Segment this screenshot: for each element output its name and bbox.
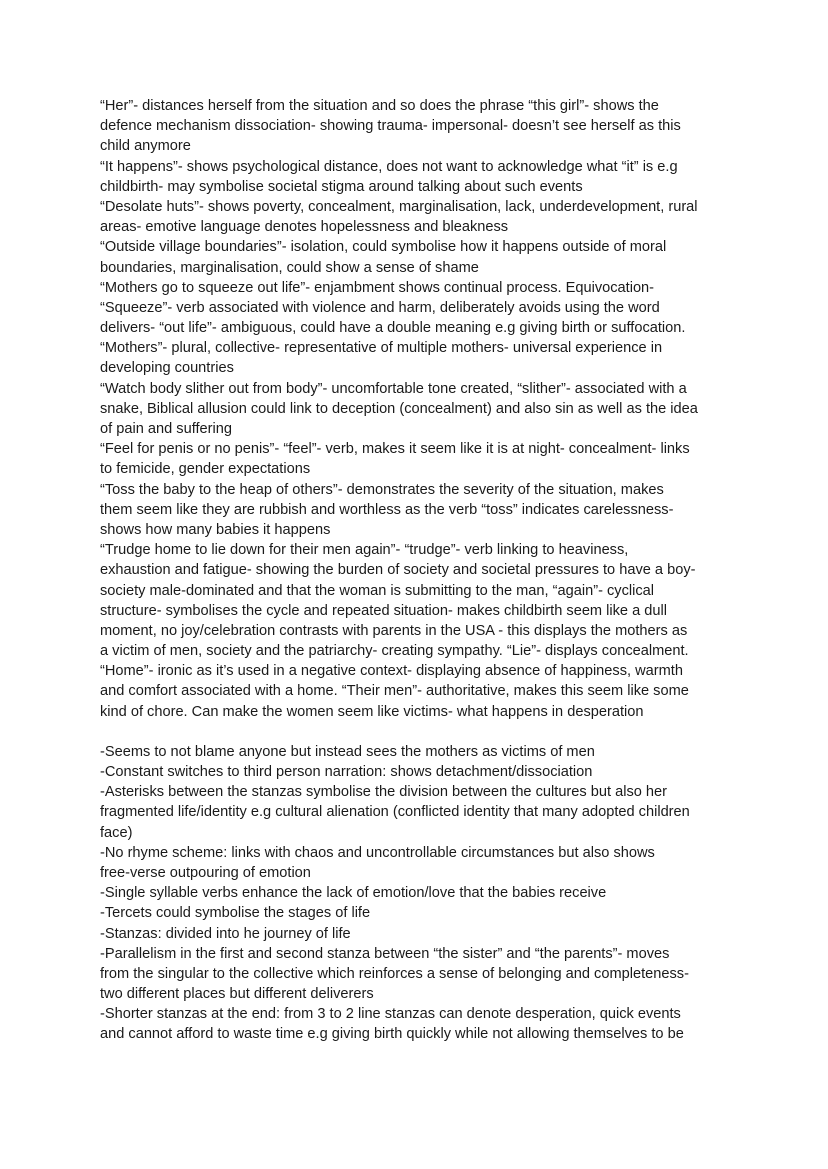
text-line: delivers- “out life”- ambiguous, could have a double meaning e.g giving birth or suffocation. — [100, 320, 686, 337]
text-line: childbirth- may symbolise societal stigma around talking about such events — [100, 178, 583, 195]
text-line: them seem like they are rubbish and worthless as the verb “toss” indicates carelessness- — [100, 501, 674, 518]
text-line: shows how many babies it happens — [100, 521, 331, 538]
structure-notes-section — [100, 742, 740, 1045]
text-line: -Shorter stanzas at the end: from 3 to 2 line stanzas can denote desperation, quick events — [100, 1006, 681, 1023]
text-line: face) — [100, 824, 133, 841]
analysis-paragraph — [100, 540, 740, 722]
text-line: “Squeeze”- verb associated with violence and harm, deliberately avoids using the word — [100, 299, 660, 316]
text-line: -Constant switches to third person narration: shows detachment/dissociation — [100, 764, 593, 780]
text-line: boundaries, marginalisation, could show a sense of shame — [100, 259, 479, 276]
text-line: fragmented life/identity e.g cultural alienation (conflicted identity that many adopted children — [100, 804, 690, 821]
bullet-point — [100, 924, 740, 944]
bullet-point — [100, 944, 740, 1005]
text-line: “It happens”- shows psychological distance, does not want to acknowledge what “it” is e.g — [100, 158, 678, 175]
bullet-point — [100, 1004, 740, 1044]
text-line: “Her”- distances herself from the situation and so does the phrase “this girl”- shows the — [100, 98, 659, 114]
text-line: to femicide, gender expectations — [100, 461, 311, 478]
analysis-paragraph — [100, 96, 740, 157]
text-line: developing countries — [100, 360, 234, 377]
bullet-point — [100, 742, 740, 762]
text-line: kind of chore. Can make the women seem like victims- what happens in desperation — [100, 703, 644, 720]
text-line: from the singular to the collective which reinforces a sense of belonging and completeness- — [100, 965, 689, 982]
analysis-paragraph — [100, 237, 740, 277]
bullet-point — [100, 762, 740, 782]
analysis-paragraph — [100, 157, 740, 197]
text-line: free-verse outpouring of emotion — [100, 864, 311, 881]
text-line: society male-dominated and that the woman is submitting to the man, “again”- cyclical — [100, 582, 655, 599]
text-line: “Watch body slither out from body”- uncomfortable tone created, “slither”- associated with a — [100, 380, 687, 397]
text-line: “Feel for penis or no penis”- “feel”- verb, makes it seem like it is at night- concealment- links — [100, 441, 690, 458]
text-line: “Home”- ironic as it’s used in a negative context- displaying absence of happiness, warmth — [100, 663, 683, 680]
analysis-paragraph — [100, 379, 740, 440]
text-line: “Mothers go to squeeze out life”- enjambment shows continual process. Equivocation- — [100, 279, 655, 296]
analysis-paragraph — [100, 197, 740, 237]
bullet-point — [100, 903, 740, 923]
text-line: “Toss the baby to the heap of others”- demonstrates the severity of the situation, makes — [100, 481, 664, 498]
text-line: “Mothers”- plural, collective- representative of multiple mothers- universal experience in — [100, 340, 663, 357]
text-line: -No rhyme scheme: links with chaos and uncontrollable circumstances but also shows — [100, 844, 655, 861]
analysis-paragraph — [100, 338, 740, 378]
text-line: structure- symbolises the cycle and repeated situation- makes childbirth seem like a dull — [100, 602, 667, 619]
text-line: “Outside village boundaries”- isolation, could symbolise how it happens outside of moral — [100, 239, 667, 256]
analysis-paragraph — [100, 480, 740, 541]
analysis-paragraph — [100, 278, 740, 339]
text-line: snake, Biblical allusion could link to deception (concealment) and also sin as well as the idea — [100, 400, 698, 417]
text-line: a victim of men, society and the patriarchy- creating sympathy. “Lie”- displays concealment. — [100, 643, 689, 660]
text-line: -Stanzas: divided into he journey of life — [100, 925, 351, 942]
text-line: -Asterisks between the stanzas symbolise the division between the cultures but also her — [100, 784, 668, 801]
text-line: -Tercets could symbolise the stages of life — [100, 905, 371, 922]
quote-analysis-section — [100, 96, 740, 722]
analysis-paragraph — [100, 439, 740, 479]
text-line: -Parallelism in the first and second stanza between “the sister” and “the parents”- moves — [100, 945, 670, 962]
text-line: -Single syllable verbs enhance the lack of emotion/love that the babies receive — [100, 885, 607, 902]
text-line: defence mechanism dissociation- showing trauma- impersonal- doesn’t see herself as this — [100, 118, 681, 135]
text-line: exhaustion and fatigue- showing the burden of society and societal pressures to have a boy- — [100, 562, 696, 579]
text-line: two different places but different deliverers — [100, 986, 374, 1003]
text-line: areas- emotive language denotes hopelessness and bleakness — [100, 219, 509, 236]
text-line: -Seems to not blame anyone but instead sees the mothers as victims of men — [100, 743, 595, 760]
bullet-point — [100, 883, 740, 903]
bullet-point — [100, 782, 740, 843]
text-line: “Desolate huts”- shows poverty, concealment, marginalisation, lack, underdevelopment, rural — [100, 198, 698, 215]
document-page — [100, 96, 740, 1045]
text-line: and comfort associated with a home. “Their men”- authoritative, makes this seem like some — [100, 683, 689, 700]
text-line: child anymore — [100, 138, 191, 155]
text-line: of pain and suffering — [100, 421, 232, 437]
text-line: and cannot afford to waste time e.g giving birth quickly while not allowing themselves to be — [100, 1026, 684, 1043]
text-line: moment, no joy/celebration contrasts with parents in the USA - this displays the mothers as — [100, 622, 688, 639]
bullet-point — [100, 843, 740, 883]
text-line: “Trudge home to lie down for their men again”- “trudge”- verb linking to heaviness, — [100, 542, 629, 559]
